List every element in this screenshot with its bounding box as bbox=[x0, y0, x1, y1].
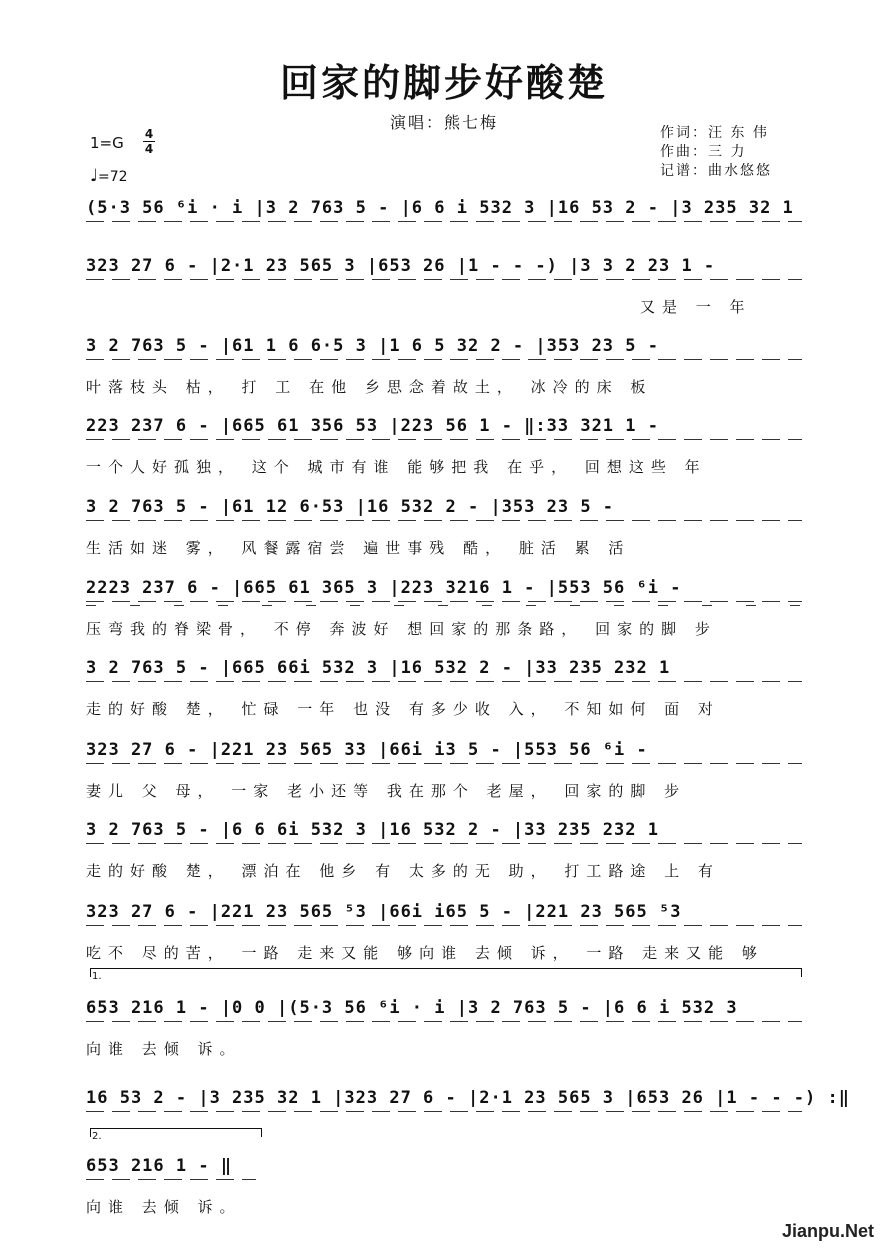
beam-lines bbox=[86, 681, 802, 687]
lyrics-line: 生活如迷 雾， 风餐露宿尝 遍世事残 酷， 脏活 累 活 bbox=[86, 539, 631, 557]
beam-lines bbox=[86, 221, 802, 227]
time-signature-top: 4 bbox=[144, 127, 154, 141]
notes-line: 323 27 6 - |221 23 565 33 |66i i3 5 - |553 56 ⁶i - bbox=[86, 740, 648, 760]
time-signature bbox=[143, 128, 155, 155]
notes-line: 3 2 763 5 - |665 66i 532 3 |16 532 2 - |33 235 232 1 bbox=[86, 658, 671, 678]
beam-lines bbox=[86, 1111, 802, 1117]
beam-lines-double bbox=[86, 605, 802, 611]
notes-line: 2223 237 6 - |665 61 365 3 |223 3216 1 - |553 56 ⁶i - bbox=[86, 578, 682, 598]
lyrics-line: 向谁 去倾 诉。 bbox=[86, 1198, 242, 1216]
beam-lines bbox=[86, 359, 802, 365]
beam-lines bbox=[86, 763, 802, 769]
beam-lines bbox=[86, 520, 802, 526]
tempo-value: =72 bbox=[98, 169, 128, 185]
volta-bracket-first bbox=[90, 968, 802, 977]
beam-lines bbox=[86, 439, 802, 445]
beam-lines bbox=[86, 279, 802, 285]
notes-line: 3 2 763 5 - |61 1 6 6·5 3 |1 6 5 32 2 - |353 23 5 - bbox=[86, 336, 659, 356]
lyrics-line: 走的好酸 楚， 忙碌 一年 也没 有多少收 入， 不知如何 面 对 bbox=[86, 700, 720, 718]
volta-label-first: 1. bbox=[92, 971, 102, 982]
notes-line: 653 216 1 - |0 0 |(5·3 56 ⁶i · i |3 2 763 5 - |6 6 i 532 3 bbox=[86, 998, 738, 1018]
composer-credit: 作曲：三 力 bbox=[660, 144, 747, 160]
notes-line: 323 27 6 - |221 23 565 ⁵3 |66i i65 5 - |221 23 565 ⁵3 bbox=[86, 902, 682, 922]
notes-line: 3 2 763 5 - |6 6 6i 532 3 |16 532 2 - |33 235 232 1 bbox=[86, 820, 659, 840]
beam-lines bbox=[86, 925, 802, 931]
transcriber-credit: 记谱：曲水悠悠 bbox=[660, 163, 772, 179]
singer-credit: 演唱：熊七梅 bbox=[389, 113, 498, 132]
lyrics-line: 吃不 尽的苦， 一路 走来又能 够向谁 去倾 诉， 一路 走来又能 够 bbox=[86, 944, 764, 962]
song-title: 回家的脚步好酸楚 bbox=[279, 61, 608, 105]
notes-line: 323 27 6 - |2·1 23 565 3 |653 26 |1 - - -) |3 3 2 23 1 - bbox=[86, 256, 716, 276]
beam-lines bbox=[86, 843, 802, 849]
lyrics-line: 叶落枝头 枯， 打 工 在他 乡思念着故土， 冰冷的床 板 bbox=[86, 378, 653, 396]
beam-lines bbox=[86, 1179, 256, 1185]
notes-line: 3 2 763 5 - |61 12 6·53 |16 532 2 - |353 23 5 - bbox=[86, 497, 615, 517]
credits-block bbox=[660, 124, 880, 181]
lyrics-line: 妻儿 父 母， 一家 老小还等 我在那个 老屋， 回家的脚 步 bbox=[86, 782, 687, 800]
lyricist-credit: 作词：汪 东 伟 bbox=[660, 125, 769, 141]
time-signature-bottom: 4 bbox=[144, 142, 154, 156]
volta-bracket-second bbox=[90, 1128, 262, 1137]
notes-line: 653 216 1 - ‖ bbox=[86, 1156, 233, 1176]
beam-lines bbox=[86, 1021, 802, 1027]
tempo-marking bbox=[90, 166, 128, 186]
lyrics-line: 又是 一 年 bbox=[640, 298, 752, 316]
key-signature: 1=G bbox=[90, 134, 124, 152]
lyrics-line: 一个人好孤独， 这个 城市有谁 能够把我 在乎， 回想这些 年 bbox=[86, 458, 707, 476]
lyrics-line: 压弯我的脊梁骨， 不停 奔波好 想回家的那条路， 回家的脚 步 bbox=[86, 620, 717, 638]
notes-line: 16 53 2 - |3 235 32 1 |323 27 6 - |2·1 23 565 3 |653 26 |1 - - -) :‖ bbox=[86, 1088, 850, 1108]
site-watermark: Jianpu.Net bbox=[781, 1221, 874, 1241]
notes-line: 223 237 6 - |665 61 356 53 |223 56 1 - ‖:33 321 1 - bbox=[86, 416, 659, 436]
lyrics-line: 向谁 去倾 诉。 bbox=[86, 1040, 242, 1058]
quarter-note-icon: ♩ bbox=[90, 166, 99, 186]
volta-label-second: 2. bbox=[92, 1131, 102, 1142]
lyrics-line: 走的好酸 楚， 漂泊在 他乡 有 太多的无 助， 打工路途 上 有 bbox=[86, 862, 720, 880]
notes-line: (5·3 56 ⁶i · i |3 2 763 5 - |6 6 i 532 3 |16 53 2 - |3 235 32 1 bbox=[86, 198, 794, 218]
